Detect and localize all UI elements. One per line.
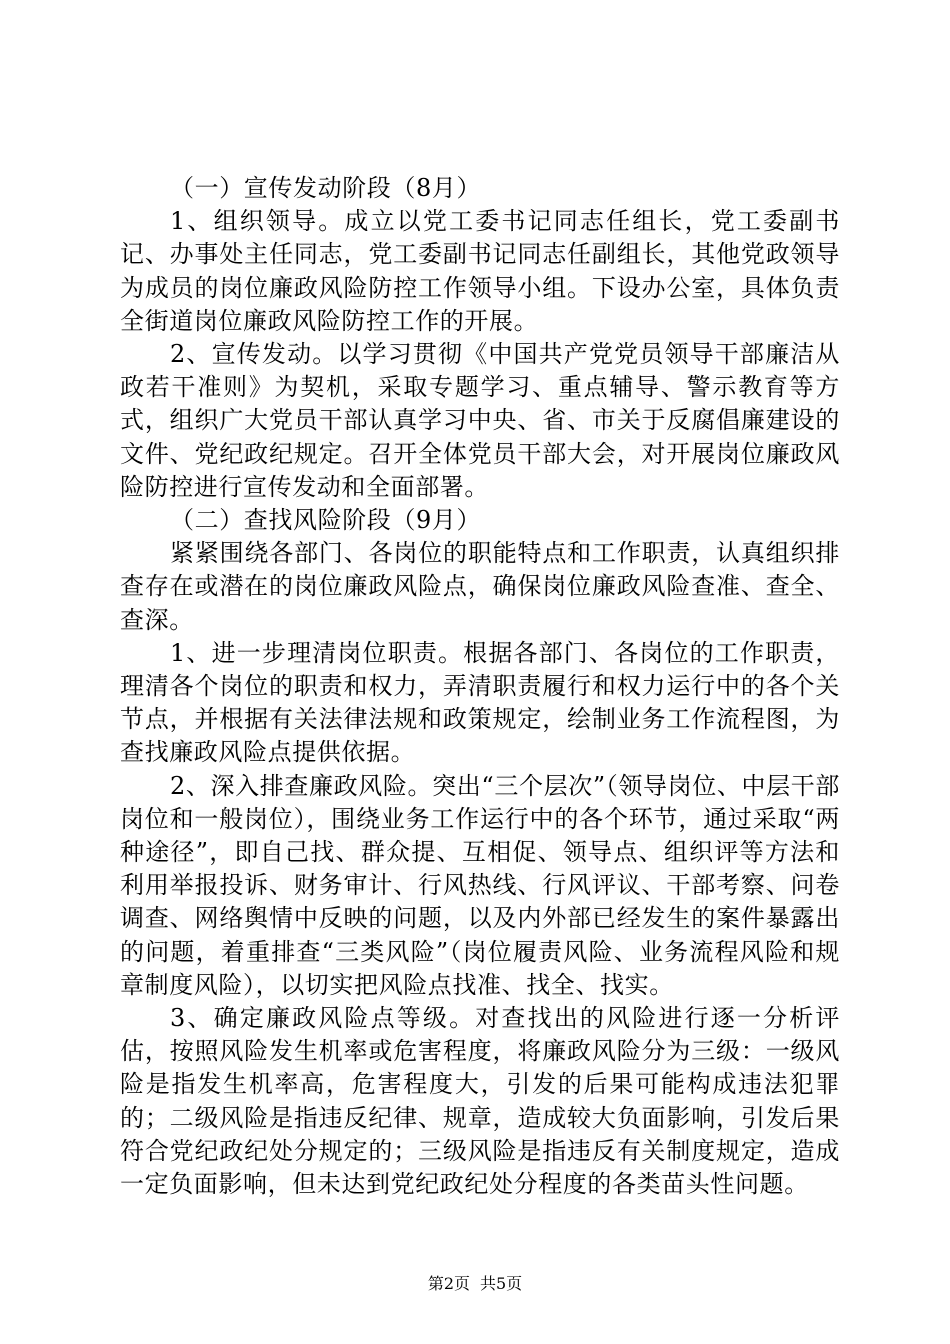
page-total: 共5页 [480,1274,523,1293]
section-heading-risk-finding-stage: （二）查找风险阶段（9月） [170,506,482,535]
document-body [120,172,840,1201]
page-footer [0,1274,950,1294]
paragraph-publicity-mobilization: 2、宣传发动。以学习贯彻《中国共产党党员领导干部廉洁从政若干准则》为契机，采取专题学习、重点辅导、警示教育等方式，组织广大党员干部认真学习中央、省、市关于反腐倡廉建设的文件、党纪政纪规定。召开全体党员干部大会，对开展岗位廉政风险防控进行宣传发动和全面部署。 [120,340,840,501]
section-heading-publicity-stage: （一）宣传发动阶段（8月） [170,174,482,202]
paragraph-risk-levels: 3、确定廉政风险点等级。对查找出的风险进行逐一分析评估，按照风险发生机率或危害程度，将廉政风险分为三级：一级风险是指发生机率高，危害程度大，引发的后果可能构成违法犯罪的；二级风险是指违反纪律、规章，造成较大负面影响，引发后果符合党纪政纪处分规定的；三级风险是指违反有关制度规定，造成一定负面影响，但未达到党纪政纪处分程度的各类苗头性问题。 [120,1004,840,1199]
page-number: 第2页 [427,1274,470,1293]
paragraph-investigate-risks: 2、深入排查廉政风险。突出“三个层次”（领导岗位、中层干部岗位和一般岗位），围绕业务工作运行中的各个环节，通过采取“两种途径”，即自己找、群众提、互相促、领导点、组织评等方法和利用举报投诉、财务审计、行风热线、行风评议、干部考察、问卷调查、网络舆情中反映的问题，以及内外部已经发生的案件暴露出的问题，着重排查“三类风险”（岗位履责风险、业务流程风险和规章制度风险），以切实把风险点找准、找全、找实。 [120,771,840,999]
paragraph-organization-leadership: 1、组织领导。成立以党工委书记同志任组长，党工委副书记、办事处主任同志，党工委副书记同志任副组长，其他党政领导为成员的岗位廉政风险防控工作领导小组。下设办公室，具体负责全街道岗位廉政风险防控工作的开展。 [120,207,840,335]
paragraph-clarify-duties: 1、进一步理清岗位职责。根据各部门、各岗位的工作职责，理清各个岗位的职责和权力，弄清职责履行和权力运行中的各个关节点，并根据有关法律法规和政策规定，绘制业务工作流程图，为查找廉政风险点提供依据。 [120,638,840,767]
paragraph-risk-finding-intro: 紧紧围绕各部门、各岗位的职能特点和工作职责，认真组织排查存在或潜在的岗位廉政风险点，确保岗位廉政风险查准、查全、查深。 [120,539,840,634]
